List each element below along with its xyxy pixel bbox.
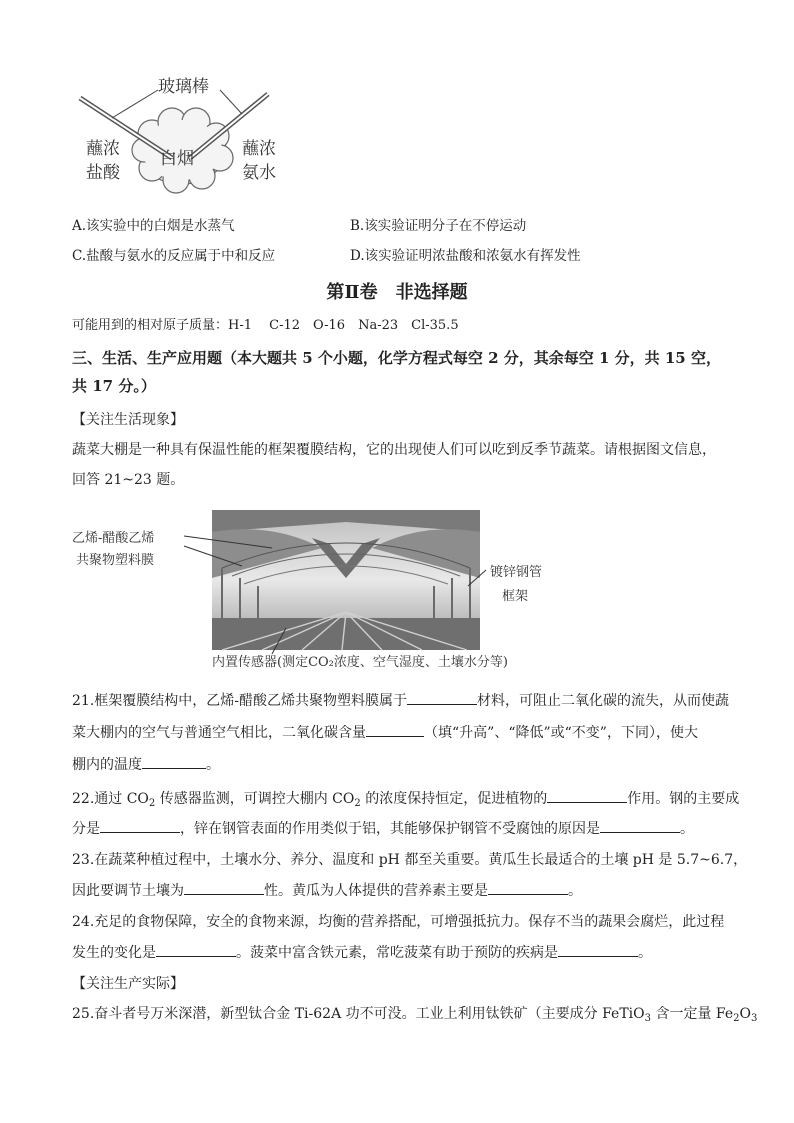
greenhouse-figure [72,508,592,678]
life-heading: 【关注生活现象】 [72,412,184,428]
q22-line2: 分是 ，锌在钢管表面的作用类似于铝，其能够保护钢管不受腐蚀的原因是 。 [72,818,694,839]
intro-line2: 回答 21~23 题。 [72,472,185,488]
intro-line1: 蔬菜大棚是一种具有保温性能的框架覆膜结构，它的出现使人们可以吃到反季节蔬菜。请根据图文信息， [72,442,716,458]
section-title: 第Ⅱ卷 非选择题 [326,282,468,303]
q21-blank2[interactable] [366,722,424,737]
right-label-line2: 氨水 [242,163,276,183]
q22-blank3[interactable] [600,818,680,833]
q23-blank1[interactable] [184,880,264,895]
q24-blank1[interactable] [156,942,236,957]
q23-line1: 23.在蔬菜种植过程中，土壤水分、养分、温度和 pH 都至关重要。黄瓜生长最适合的土壤 pH 是 5.7~6.7， [72,852,748,868]
q21-blank3[interactable] [142,754,206,769]
q23-line2: 因此要调节土壤为 性。黄瓜为人体提供的营养素主要是 。 [72,880,582,901]
q22-blank1[interactable] [547,788,627,803]
q22-blank2[interactable] [100,818,180,833]
q24-line1: 24.充足的食物保障，安全的食物来源，均衡的营养搭配，可增强抵抗力。保存不当的蔬果会腐烂，此过程 [72,914,725,930]
glass-rod-label: 玻璃棒 [158,77,209,97]
option-b: B.该实验证明分子在不停运动 [350,218,527,234]
q21-blank1[interactable] [407,690,477,705]
option-c: C.盐酸与氨水的反应属于中和反应 [72,248,276,264]
q24-line2: 发生的变化是 。菠菜中富含铁元素，常吃菠菜有助于预防的疾病是 。 [72,942,652,963]
experiment-figure [72,72,292,202]
q24-blank2[interactable] [558,942,638,957]
film-label-line2: 共聚物塑料膜 [76,553,155,568]
white-smoke-label: 白烟 [160,149,194,169]
film-label-line1: 乙烯-醋酸乙烯 [72,531,155,546]
option-a: A.该实验中的白烟是水蒸气 [72,218,235,234]
q25-line1: 25.奋斗者号万米深潜，新型钛合金 Ti-62A 功不可没。工业上利用钛铁矿（主要成分 FeTiO$_3$ 含一定量 $Fe_2O_3$ [72,1006,758,1024]
left-label-line1: 蘸浓 [86,139,120,159]
option-d: D.该实验证明浓盐酸和浓氨水有挥发性 [350,248,581,264]
part3-heading-line1: 三、生活、生产应用题（本大题共 5 个小题，化学方程式每空 2 分，其余每空 1 分，共 15 空， [72,349,721,367]
right-label-line1: 蘸浓 [242,139,276,159]
q22-line1: 22.通过 $CO_2$ 传感器监测，可调控大棚内 $CO_2$ 的浓度保持恒定，促进植物的 作用。钢的主要成 [72,788,739,814]
q21-line2: 菜大棚内的空气与普通空气相比，二氧化碳含量 （填“升高”、“降低”或“不变”，下同），使大 [72,722,698,743]
pipe-label-line2: 框架 [502,589,529,604]
q21-line1: 21.框架覆膜结构中，乙烯-醋酸乙烯共聚物塑料膜属于 材料，可阻止二氧化碳的流失，从而使蔬 [72,690,729,711]
part3-heading-line2: 共 17 分。） [72,377,156,395]
q23-blank2[interactable] [488,880,568,895]
q21-line3: 棚内的温度 。 [72,754,220,775]
pipe-label-line1: 镀锌钢管 [490,565,543,580]
left-label-line2: 盐酸 [86,163,120,183]
production-heading: 【关注生产实际】 [72,976,184,992]
atomic-mass-line: 可能用到的相对原子质量：H-1 C-12 O-16 Na-23 Cl-35.5 [72,318,459,333]
sensor-label: 内置传感器(测定CO₂浓度、空气湿度、土壤水分等) [212,655,508,670]
